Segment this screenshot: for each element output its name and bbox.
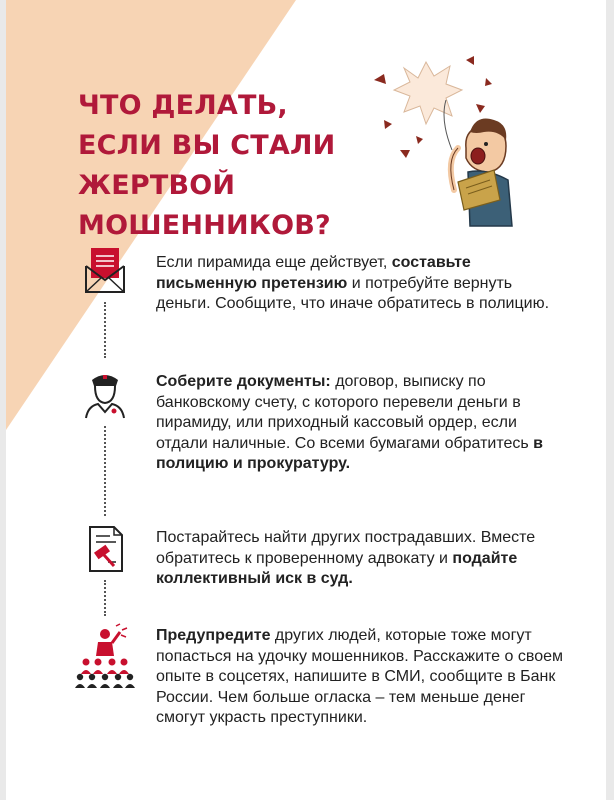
page-title: [78, 86, 335, 246]
envelope-letter-icon: [84, 246, 126, 296]
title-line-1: ЧТО ДЕЛАТЬ,: [78, 90, 288, 121]
connector-dots: [104, 302, 106, 358]
title-line-2: ЕСЛИ ВЫ СТАЛИ: [78, 130, 336, 161]
step-3-text: Постарайтесь найти других пострадавших. Вместе обратитесь к проверенному адвокату и подайте коллективный иск в суд.: [156, 529, 536, 587]
step-2-text: Соберите документы: договор, выписку по банковскому счету, с которого перевели деньги в пирамиду, или приходный кассовый ордер, если отдали наличные. Со всеми бумагами обратитесь в полицию и прокуратуру.: [156, 373, 544, 472]
step-1-text: Если пирамида еще действует, составьте письменную претензию и потребуйте вернуть деньги. Сообщите, что иначе обратитесь в полицию.: [156, 254, 550, 312]
step-4-text: Предупредите других людей, которые тоже могут попасться на удочку мошенников. Расскажите о своем опыте в соцсетях, напишите в СМИ, сообщите в Банк России. Чем больше огласка – тем меньше денег смогут украсть преступники.: [156, 627, 563, 726]
connector-dots: [104, 580, 106, 616]
gavel-document-icon: [84, 524, 126, 574]
page: [6, 0, 606, 800]
shouting-man-illustration: [366, 40, 526, 230]
megaphone-crowd-icon: [74, 622, 136, 688]
police-officer-icon: [84, 370, 126, 420]
connector-dots: [104, 426, 106, 516]
title-line-4: МОШЕННИКОВ?: [78, 210, 331, 241]
title-line-3: ЖЕРТВОЙ: [78, 170, 236, 201]
